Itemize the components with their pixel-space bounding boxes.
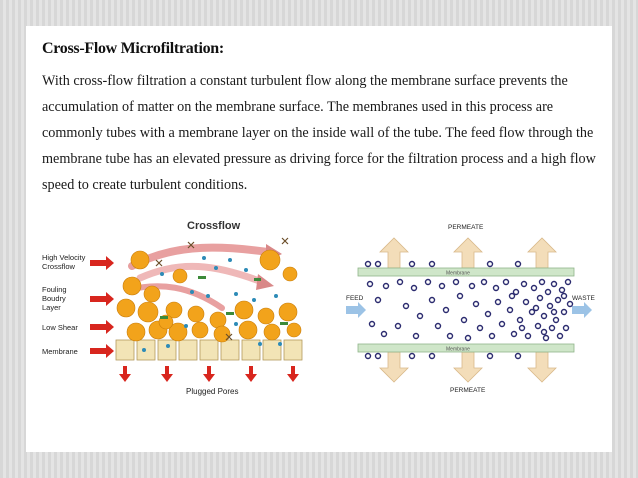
label-high-velocity-2: Crossflow [42, 262, 75, 271]
label-low-shear: Low Shear [42, 323, 78, 332]
tube-membrane-diagram [328, 216, 604, 400]
membrane-bottom-label: Membrane [446, 346, 470, 353]
membrane-top-label: Membrane [446, 270, 470, 277]
label-high-velocity-1: High Velocity [42, 253, 86, 262]
crossflow-heading: Crossflow [187, 220, 241, 232]
feed-label: FEED [346, 295, 364, 302]
permeate-top-label: PERMEATE [448, 224, 484, 231]
slide-title: Cross-Flow Microfiltration: [42, 40, 224, 57]
waste-label: WASTE [572, 295, 595, 302]
label-membrane: Membrane [42, 347, 78, 356]
label-plugged-pores: Plugged Pores [186, 387, 239, 396]
slide-paragraph: With cross-flow filtration a constant turbulent flow along the membrane surface prevents the accumulation of matter on the membrane surface. The membranes used in this process are commonly tubes with a membrane layer on the inside wall of the tube. The feed flow through the membrane tube has an elevated pressure as driving force for the filtration process and a high flow speed to create turbulent conditions. [42, 73, 596, 193]
crossflow-diagram [40, 216, 312, 400]
label-fouling-1: Fouling [42, 285, 67, 294]
permeate-bottom-label: PERMEATE [450, 387, 486, 394]
label-fouling-2: Boudry [42, 294, 66, 303]
label-fouling-3: Layer [42, 303, 61, 312]
